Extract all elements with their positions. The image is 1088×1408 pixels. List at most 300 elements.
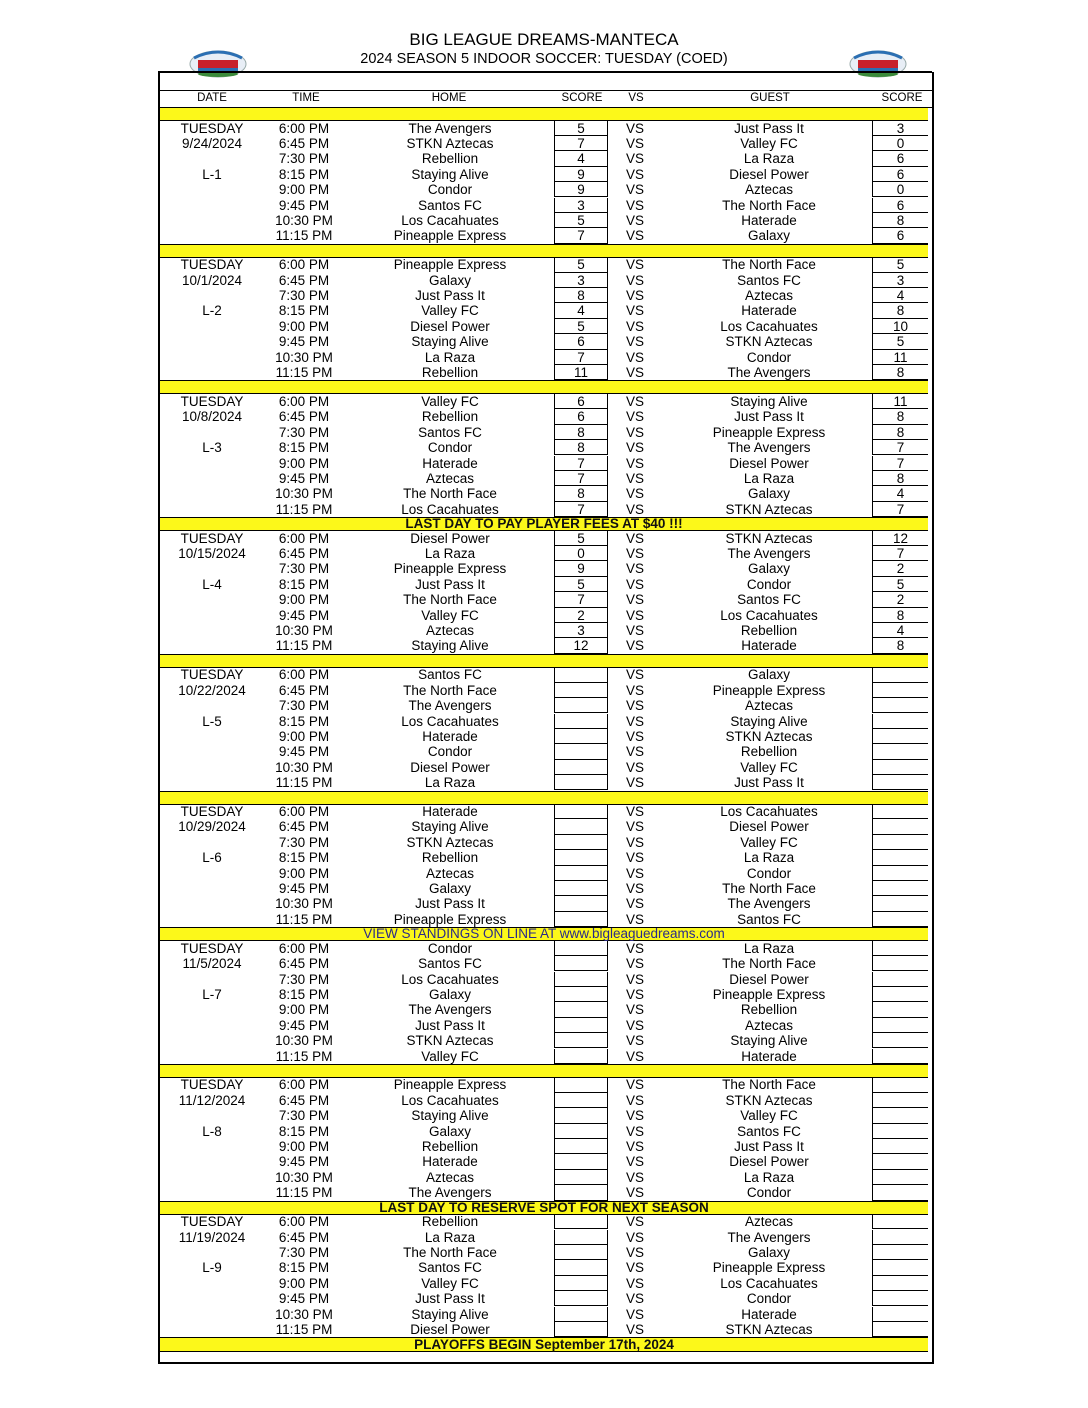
- week-date-cell: TUESDAY: [180, 1077, 244, 1093]
- time-cell: 7:30 PM: [278, 971, 330, 987]
- footer-notice-band: PLAYOFFS BEGIN September 17th, 2024: [160, 1337, 928, 1352]
- time-cell: 9:00 PM: [278, 182, 330, 198]
- home-team-cell: STKN Aztecas: [406, 834, 494, 850]
- guest-score-cell: [872, 775, 928, 790]
- time-cell: 6:00 PM: [278, 120, 330, 136]
- vs-cell: VS: [626, 940, 645, 956]
- guest-score-cell: [872, 896, 928, 911]
- game-row: [160, 350, 928, 365]
- week-date-cell: 10/1/2024: [181, 272, 243, 288]
- guest-team-cell: Galaxy: [747, 1244, 791, 1260]
- time-cell: 9:45 PM: [278, 1291, 330, 1307]
- time-cell: 8:15 PM: [278, 986, 330, 1002]
- vs-cell: VS: [626, 1185, 645, 1201]
- guest-team-cell: Santos FC: [737, 272, 801, 288]
- page-title: BIG LEAGUE DREAMS-MANTECA: [409, 30, 679, 49]
- home-team-cell: Pineapple Express: [393, 1077, 507, 1093]
- home-score-cell: [554, 1002, 608, 1017]
- col-date: DATE: [197, 92, 227, 104]
- guest-team-cell: Valley FC: [740, 1108, 798, 1124]
- home-team-cell: Condor: [427, 440, 473, 456]
- game-row: [160, 1002, 928, 1017]
- week-date-cell: L-3: [202, 440, 222, 456]
- vs-cell: VS: [626, 1092, 645, 1108]
- home-score-cell: 8: [554, 288, 608, 303]
- vs-cell: VS: [626, 1260, 645, 1276]
- guest-team-cell: La Raza: [743, 850, 795, 866]
- week-date-cell: L-7: [202, 986, 222, 1002]
- home-team-cell: Los Cacahuates: [401, 713, 499, 729]
- guest-score-cell: [872, 912, 928, 927]
- home-team-cell: La Raza: [424, 546, 476, 561]
- time-cell: 10:30 PM: [275, 1169, 333, 1185]
- week-date-cell: 10/22/2024: [178, 682, 246, 698]
- game-row: [160, 881, 928, 896]
- week-date-cell: 11/19/2024: [178, 1229, 246, 1245]
- guest-team-cell: Rebellion: [740, 623, 798, 638]
- vs-cell: VS: [626, 1048, 645, 1064]
- game-row: [160, 136, 928, 151]
- game-row: [160, 775, 928, 790]
- guest-team-cell: Valley FC: [740, 834, 798, 850]
- home-score-cell: [554, 1291, 608, 1306]
- guest-team-cell: Just Pass It: [734, 1139, 804, 1154]
- week-date-cell: TUESDAY: [180, 257, 244, 273]
- guest-score-cell: 3: [872, 121, 928, 136]
- game-row: [160, 1170, 928, 1185]
- home-score-cell: [554, 866, 608, 881]
- time-cell: 6:00 PM: [278, 530, 330, 546]
- home-team-cell: La Raza: [424, 775, 476, 791]
- page-header: [0, 30, 1088, 68]
- game-row: [160, 471, 928, 486]
- time-cell: 6:45 PM: [278, 819, 330, 835]
- time-cell: 9:00 PM: [278, 728, 330, 744]
- game-row: [160, 1049, 928, 1064]
- home-team-cell: Condor: [427, 940, 473, 956]
- home-score-cell: 9: [554, 561, 608, 576]
- home-team-cell: Galaxy: [428, 881, 472, 896]
- game-row: [160, 866, 928, 881]
- guest-team-cell: Pineapple Express: [712, 986, 826, 1002]
- guest-team-cell: The Avengers: [727, 546, 811, 561]
- game-row: [160, 744, 928, 759]
- guest-team-cell: Aztecas: [744, 288, 794, 303]
- home-team-cell: Staying Alive: [411, 334, 489, 350]
- home-team-cell: Staying Alive: [411, 1108, 489, 1124]
- vs-cell: VS: [626, 1154, 645, 1170]
- week-date-cell: TUESDAY: [180, 1214, 244, 1230]
- home-score-cell: [554, 835, 608, 850]
- home-team-cell: The North Face: [403, 1244, 497, 1260]
- guest-team-cell: The North Face: [722, 257, 816, 273]
- guest-team-cell: STKN Aztecas: [725, 728, 813, 744]
- column-header-row: [158, 90, 932, 108]
- guest-team-cell: Staying Alive: [730, 1033, 808, 1049]
- col-guest-score: SCORE: [881, 92, 923, 104]
- vs-cell: VS: [626, 1123, 645, 1139]
- time-cell: 9:45 PM: [278, 1154, 330, 1170]
- guest-score-cell: [872, 1033, 928, 1048]
- vs-cell: VS: [626, 865, 645, 881]
- guest-team-cell: Aztecas: [744, 182, 794, 198]
- vs-cell: VS: [626, 440, 645, 456]
- vs-cell: VS: [626, 530, 645, 546]
- game-row: [160, 1276, 928, 1291]
- time-cell: 10:30 PM: [275, 759, 333, 775]
- game-row: [160, 1139, 928, 1154]
- week-date-cell: 10/8/2024: [181, 409, 243, 425]
- vs-cell: VS: [626, 1169, 645, 1185]
- guest-score-cell: 5: [872, 334, 928, 349]
- week-date-cell: L-2: [202, 303, 222, 319]
- home-team-cell: Rebellion: [421, 1214, 479, 1230]
- vs-cell: VS: [626, 393, 645, 409]
- home-team-cell: Diesel Power: [410, 318, 490, 334]
- guest-team-cell: The North Face: [722, 956, 816, 972]
- home-score-cell: [554, 896, 608, 911]
- vs-cell: VS: [626, 120, 645, 136]
- home-score-cell: [554, 1124, 608, 1139]
- time-cell: 7:30 PM: [278, 561, 330, 577]
- vs-cell: VS: [626, 1108, 645, 1124]
- game-row: [160, 1260, 928, 1275]
- guest-score-cell: 2: [872, 592, 928, 607]
- home-score-cell: [554, 912, 608, 927]
- game-row: [160, 288, 928, 303]
- guest-score-cell: 10: [872, 319, 928, 334]
- guest-score-cell: [872, 1230, 928, 1245]
- guest-score-cell: [872, 987, 928, 1002]
- guest-team-cell: Just Pass It: [734, 120, 804, 136]
- game-row: [160, 303, 928, 318]
- home-score-cell: 5: [554, 319, 608, 334]
- home-score-cell: [554, 1154, 608, 1169]
- vs-cell: VS: [626, 911, 645, 927]
- guest-score-cell: [872, 941, 928, 956]
- guest-score-cell: [872, 1154, 928, 1169]
- time-cell: 6:45 PM: [278, 409, 330, 425]
- home-score-cell: [554, 1185, 608, 1200]
- home-score-cell: [554, 1307, 608, 1322]
- home-score-cell: 12: [554, 638, 608, 653]
- guest-team-cell: The Avengers: [727, 365, 811, 380]
- vs-cell: VS: [626, 455, 645, 471]
- game-row: [160, 1245, 928, 1260]
- home-score-cell: 9: [554, 167, 608, 182]
- home-score-cell: [554, 1260, 608, 1275]
- week-date-cell: L-6: [202, 850, 222, 866]
- vs-cell: VS: [626, 986, 645, 1002]
- week-date-cell: L-1: [202, 166, 222, 182]
- week-date-cell: TUESDAY: [180, 530, 244, 546]
- home-team-cell: The North Face: [403, 486, 497, 502]
- home-score-cell: 3: [554, 273, 608, 288]
- vs-cell: VS: [626, 1306, 645, 1322]
- game-row: [160, 1307, 928, 1322]
- guest-team-cell: Los Cacahuates: [720, 318, 818, 334]
- guest-score-cell: [872, 1002, 928, 1017]
- home-team-cell: Los Cacahuates: [401, 212, 499, 228]
- home-team-cell: Staying Alive: [411, 166, 489, 182]
- game-row: [160, 1185, 928, 1200]
- game-row: [160, 729, 928, 744]
- guest-team-cell: The Avengers: [727, 896, 811, 912]
- game-row: [160, 1018, 928, 1033]
- time-cell: 10:30 PM: [275, 212, 333, 228]
- guest-team-cell: La Raza: [743, 940, 795, 956]
- game-row: [160, 486, 928, 501]
- game-row: [160, 440, 928, 455]
- guest-score-cell: [872, 1276, 928, 1291]
- col-vs: VS: [628, 92, 644, 104]
- guest-score-cell: 7: [872, 502, 928, 517]
- game-row: [160, 714, 928, 729]
- time-cell: 7:30 PM: [278, 424, 330, 440]
- guest-score-cell: [872, 729, 928, 744]
- page-subtitle: 2024 SEASON 5 INDOOR SOCCER: TUESDAY (COED): [360, 51, 728, 67]
- game-row: [160, 987, 928, 1002]
- time-cell: 8:15 PM: [278, 1260, 330, 1276]
- home-team-cell: Rebellion: [421, 1139, 479, 1154]
- game-row: [160, 182, 928, 197]
- game-row: [160, 972, 928, 987]
- vs-cell: VS: [626, 775, 645, 791]
- game-row: [160, 1322, 928, 1337]
- time-cell: 8:15 PM: [278, 440, 330, 456]
- guest-score-cell: [872, 683, 928, 698]
- vs-cell: VS: [626, 318, 645, 334]
- home-score-cell: [554, 744, 608, 759]
- vs-cell: VS: [626, 819, 645, 835]
- home-score-cell: 0: [554, 546, 608, 561]
- guest-score-cell: 6: [872, 198, 928, 213]
- time-cell: 11:15 PM: [275, 365, 333, 380]
- guest-team-cell: Pineapple Express: [712, 682, 826, 698]
- vs-cell: VS: [626, 682, 645, 698]
- vs-cell: VS: [626, 197, 645, 213]
- home-score-cell: [554, 881, 608, 896]
- home-score-cell: [554, 1018, 608, 1033]
- time-cell: 10:30 PM: [275, 623, 333, 638]
- vs-cell: VS: [626, 424, 645, 440]
- time-cell: 7:30 PM: [278, 288, 330, 303]
- game-row: [160, 319, 928, 334]
- guest-score-cell: 0: [872, 182, 928, 197]
- home-score-cell: 7: [554, 592, 608, 607]
- home-score-cell: [554, 1245, 608, 1260]
- game-row: [160, 638, 928, 653]
- home-score-cell: 7: [554, 456, 608, 471]
- home-score-cell: 7: [554, 350, 608, 365]
- time-cell: 11:15 PM: [275, 1048, 333, 1064]
- game-row: [160, 561, 928, 576]
- game-row: [160, 425, 928, 440]
- home-team-cell: Pineapple Express: [393, 257, 507, 273]
- guest-score-cell: 8: [872, 213, 928, 228]
- home-team-cell: Galaxy: [428, 272, 472, 288]
- game-row: [160, 394, 928, 409]
- vs-cell: VS: [626, 1229, 645, 1245]
- guest-team-cell: Haterade: [741, 1048, 797, 1064]
- home-team-cell: Diesel Power: [410, 759, 490, 775]
- guest-team-cell: Diesel Power: [729, 819, 809, 835]
- game-row: [160, 409, 928, 424]
- home-score-cell: [554, 1093, 608, 1108]
- guest-team-cell: Rebellion: [740, 1002, 798, 1018]
- home-score-cell: [554, 760, 608, 775]
- vs-cell: VS: [626, 1017, 645, 1033]
- guest-score-cell: [872, 1018, 928, 1033]
- home-score-cell: [554, 1276, 608, 1291]
- week-date-cell: L-9: [202, 1260, 222, 1276]
- home-score-cell: 6: [554, 334, 608, 349]
- home-score-cell: 8: [554, 486, 608, 501]
- time-cell: 6:45 PM: [278, 272, 330, 288]
- home-team-cell: Aztecas: [425, 1169, 475, 1185]
- home-score-cell: 7: [554, 228, 608, 243]
- time-cell: 6:00 PM: [278, 940, 330, 956]
- guest-team-cell: STKN Aztecas: [725, 530, 813, 546]
- game-row: [160, 1124, 928, 1139]
- home-team-cell: Pineapple Express: [393, 228, 507, 244]
- home-score-cell: [554, 956, 608, 971]
- vs-cell: VS: [626, 881, 645, 896]
- week-date-cell: TUESDAY: [180, 393, 244, 409]
- game-row: [160, 698, 928, 713]
- guest-team-cell: Santos FC: [737, 911, 801, 927]
- time-cell: 7:30 PM: [278, 1108, 330, 1124]
- game-row: [160, 1230, 928, 1245]
- time-cell: 8:15 PM: [278, 1123, 330, 1139]
- home-team-cell: Aztecas: [425, 623, 475, 638]
- game-row: [160, 257, 928, 272]
- vs-cell: VS: [626, 698, 645, 714]
- time-cell: 11:15 PM: [275, 775, 333, 791]
- home-score-cell: 7: [554, 136, 608, 151]
- col-time: TIME: [292, 92, 320, 104]
- home-score-cell: 8: [554, 440, 608, 455]
- guest-team-cell: Diesel Power: [729, 455, 809, 471]
- vs-cell: VS: [626, 151, 645, 167]
- time-cell: 7:30 PM: [278, 1244, 330, 1260]
- time-cell: 9:45 PM: [278, 334, 330, 350]
- guest-score-cell: 7: [872, 456, 928, 471]
- vs-cell: VS: [626, 667, 645, 683]
- home-team-cell: Santos FC: [418, 1260, 482, 1276]
- vs-cell: VS: [626, 956, 645, 972]
- home-score-cell: 4: [554, 303, 608, 318]
- home-score-cell: [554, 804, 608, 819]
- week-date-cell: TUESDAY: [180, 120, 244, 136]
- home-score-cell: [554, 698, 608, 713]
- home-score-cell: [554, 1230, 608, 1245]
- game-row: [160, 835, 928, 850]
- home-score-cell: [554, 1108, 608, 1123]
- week-date-cell: L-5: [202, 713, 222, 729]
- time-cell: 10:30 PM: [275, 1033, 333, 1049]
- home-team-cell: Pineapple Express: [393, 561, 507, 577]
- week-date-cell: 11/5/2024: [182, 956, 242, 972]
- game-row: [160, 850, 928, 865]
- guest-score-cell: [872, 1139, 928, 1154]
- home-score-cell: [554, 819, 608, 834]
- time-cell: 6:45 PM: [278, 1229, 330, 1245]
- time-cell: 9:00 PM: [278, 865, 330, 881]
- guest-score-cell: [872, 1077, 928, 1092]
- home-team-cell: Staying Alive: [411, 638, 489, 654]
- guest-team-cell: The North Face: [722, 197, 816, 213]
- game-row: [160, 334, 928, 349]
- guest-team-cell: STKN Aztecas: [725, 501, 813, 517]
- home-score-cell: 5: [554, 121, 608, 136]
- guest-team-cell: Condor: [746, 1185, 792, 1201]
- home-team-cell: The Avengers: [408, 1002, 492, 1018]
- home-score-cell: [554, 683, 608, 698]
- time-cell: 11:15 PM: [275, 1321, 333, 1337]
- home-score-cell: 5: [554, 257, 608, 272]
- guest-score-cell: 8: [872, 303, 928, 318]
- game-row: [160, 1033, 928, 1048]
- guest-score-cell: [872, 1214, 928, 1229]
- guest-team-cell: Haterade: [741, 212, 797, 228]
- game-row: [160, 151, 928, 166]
- notice-band: VIEW STANDINGS ON LINE AT www.bigleaguedreams.com: [160, 927, 928, 941]
- home-team-cell: Pineapple Express: [393, 911, 507, 927]
- guest-team-cell: The Avengers: [727, 1229, 811, 1245]
- guest-team-cell: Galaxy: [747, 561, 791, 577]
- guest-team-cell: Haterade: [741, 303, 797, 319]
- guest-score-cell: [872, 698, 928, 713]
- home-team-cell: Rebellion: [421, 409, 479, 425]
- home-team-cell: Los Cacahuates: [401, 501, 499, 517]
- guest-team-cell: The North Face: [722, 1077, 816, 1093]
- home-team-cell: Rebellion: [421, 151, 479, 167]
- guest-score-cell: 3: [872, 273, 928, 288]
- guest-score-cell: [872, 1307, 928, 1322]
- game-row: [160, 531, 928, 546]
- guest-team-cell: Diesel Power: [729, 971, 809, 987]
- game-row: [160, 912, 928, 927]
- home-score-cell: 4: [554, 151, 608, 166]
- home-score-cell: [554, 972, 608, 987]
- guest-score-cell: [872, 1170, 928, 1185]
- home-team-cell: Just Pass It: [415, 896, 485, 912]
- vs-cell: VS: [626, 713, 645, 729]
- week-separator-band: [160, 380, 928, 394]
- home-score-cell: 7: [554, 502, 608, 517]
- time-cell: 8:15 PM: [278, 850, 330, 866]
- guest-team-cell: Galaxy: [747, 667, 791, 683]
- vs-cell: VS: [626, 1275, 645, 1291]
- home-team-cell: The North Face: [403, 682, 497, 698]
- vs-cell: VS: [626, 728, 645, 744]
- guest-team-cell: La Raza: [743, 1169, 795, 1185]
- guest-score-cell: [872, 1260, 928, 1275]
- guest-score-cell: [872, 1245, 928, 1260]
- guest-team-cell: The Avengers: [727, 440, 811, 456]
- home-team-cell: Los Cacahuates: [401, 1092, 499, 1108]
- guest-team-cell: Los Cacahuates: [720, 1275, 818, 1291]
- vs-cell: VS: [626, 365, 645, 380]
- week-separator-band: [160, 654, 928, 668]
- week-date-cell: L-4: [202, 576, 222, 592]
- time-cell: 8:15 PM: [278, 576, 330, 592]
- week-date-cell: TUESDAY: [180, 804, 244, 819]
- guest-score-cell: 4: [872, 486, 928, 501]
- vs-cell: VS: [626, 744, 645, 760]
- time-cell: 9:45 PM: [278, 744, 330, 760]
